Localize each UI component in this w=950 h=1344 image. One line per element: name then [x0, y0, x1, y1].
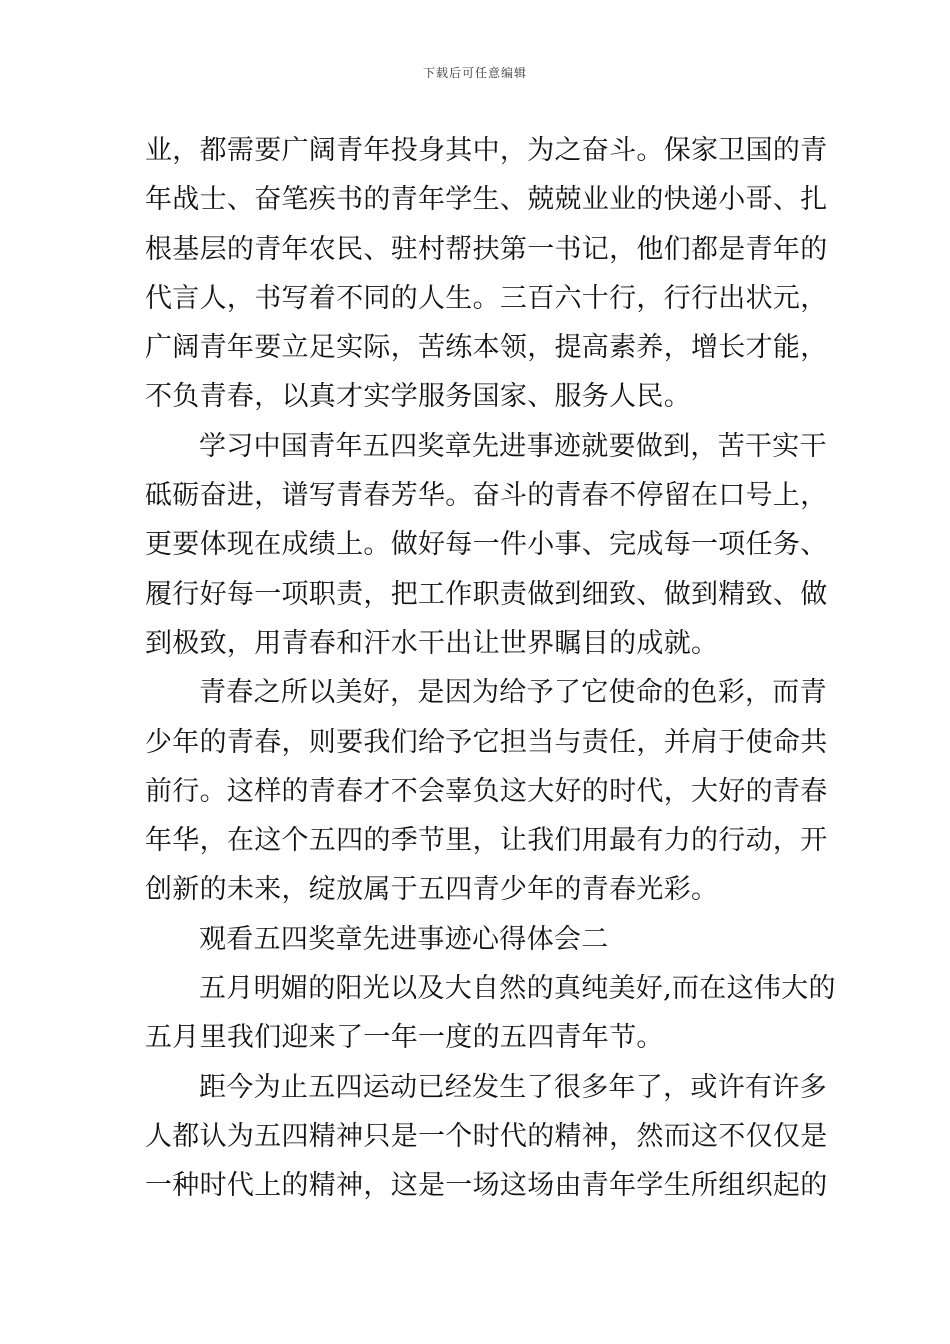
page-header: 下载后可任意编辑	[422, 66, 527, 80]
text-line: 更要体现在成绩上。做好每一件小事、完成每一项任务、	[145, 529, 828, 561]
text-line: 五月里我们迎来了一年一度的五四青年节。	[145, 1022, 664, 1054]
text-line: 代言人，书写着不同的人生。三百六十行，行行出状元，	[145, 282, 828, 314]
text-line: 广阔青年要立足实际，苦练本领，提高素养，增长才能，	[145, 332, 828, 364]
text-line: 学习中国青年五四奖章先进事迹就要做到，苦干实干	[199, 430, 827, 462]
text-line: 五月明媚的阳光以及大自然的真纯美好,而在这伟大的	[199, 973, 836, 1005]
text-line: 人都认为五四精神只是一个时代的精神，然而这不仅仅是	[145, 1120, 828, 1152]
text-line: 年战士、奋笔疾书的青年学生、兢兢业业的快递小哥、扎	[145, 184, 828, 216]
text-line: 前行。这样的青春才不会辜负这大好的时代，大好的青春	[145, 775, 828, 807]
text-line: 一种时代上的精神，这是一场这场由青年学生所组织起的	[145, 1170, 828, 1202]
text-line: 到极致，用青春和汗水干出让世界瞩目的成就。	[145, 627, 719, 659]
text-line: 根基层的青年农民、驻村帮扶第一书记，他们都是青年的	[145, 233, 828, 265]
text-line: 业，都需要广阔青年投身其中，为之奋斗。保家卫国的青	[145, 135, 828, 166]
text-line: 观看五四奖章先进事迹心得体会二	[199, 923, 609, 955]
text-line: 砥砺奋进，谱写青春芳华。奋斗的青春不停留在口号上，	[145, 480, 828, 512]
text-line: 不负青春，以真才实学服务国家、服务人民。	[145, 381, 691, 413]
text-line: 青春之所以美好，是因为给予了它使命的色彩，而青	[199, 677, 827, 709]
text-line: 年华，在这个五四的季节里，让我们用最有力的行动，开	[145, 825, 828, 857]
text-line: 创新的未来，绽放属于五四青少年的青春光彩。	[145, 874, 719, 906]
text-line: 距今为止五四运动已经发生了很多年了，或许有许多	[199, 1071, 827, 1103]
body-text	[145, 126, 836, 1211]
text-line: 履行好每一项职责，把工作职责做到细致、做到精致、做	[145, 578, 828, 610]
text-line: 少年的青春，则要我们给予它担当与责任，并肩于使命共	[145, 726, 828, 758]
